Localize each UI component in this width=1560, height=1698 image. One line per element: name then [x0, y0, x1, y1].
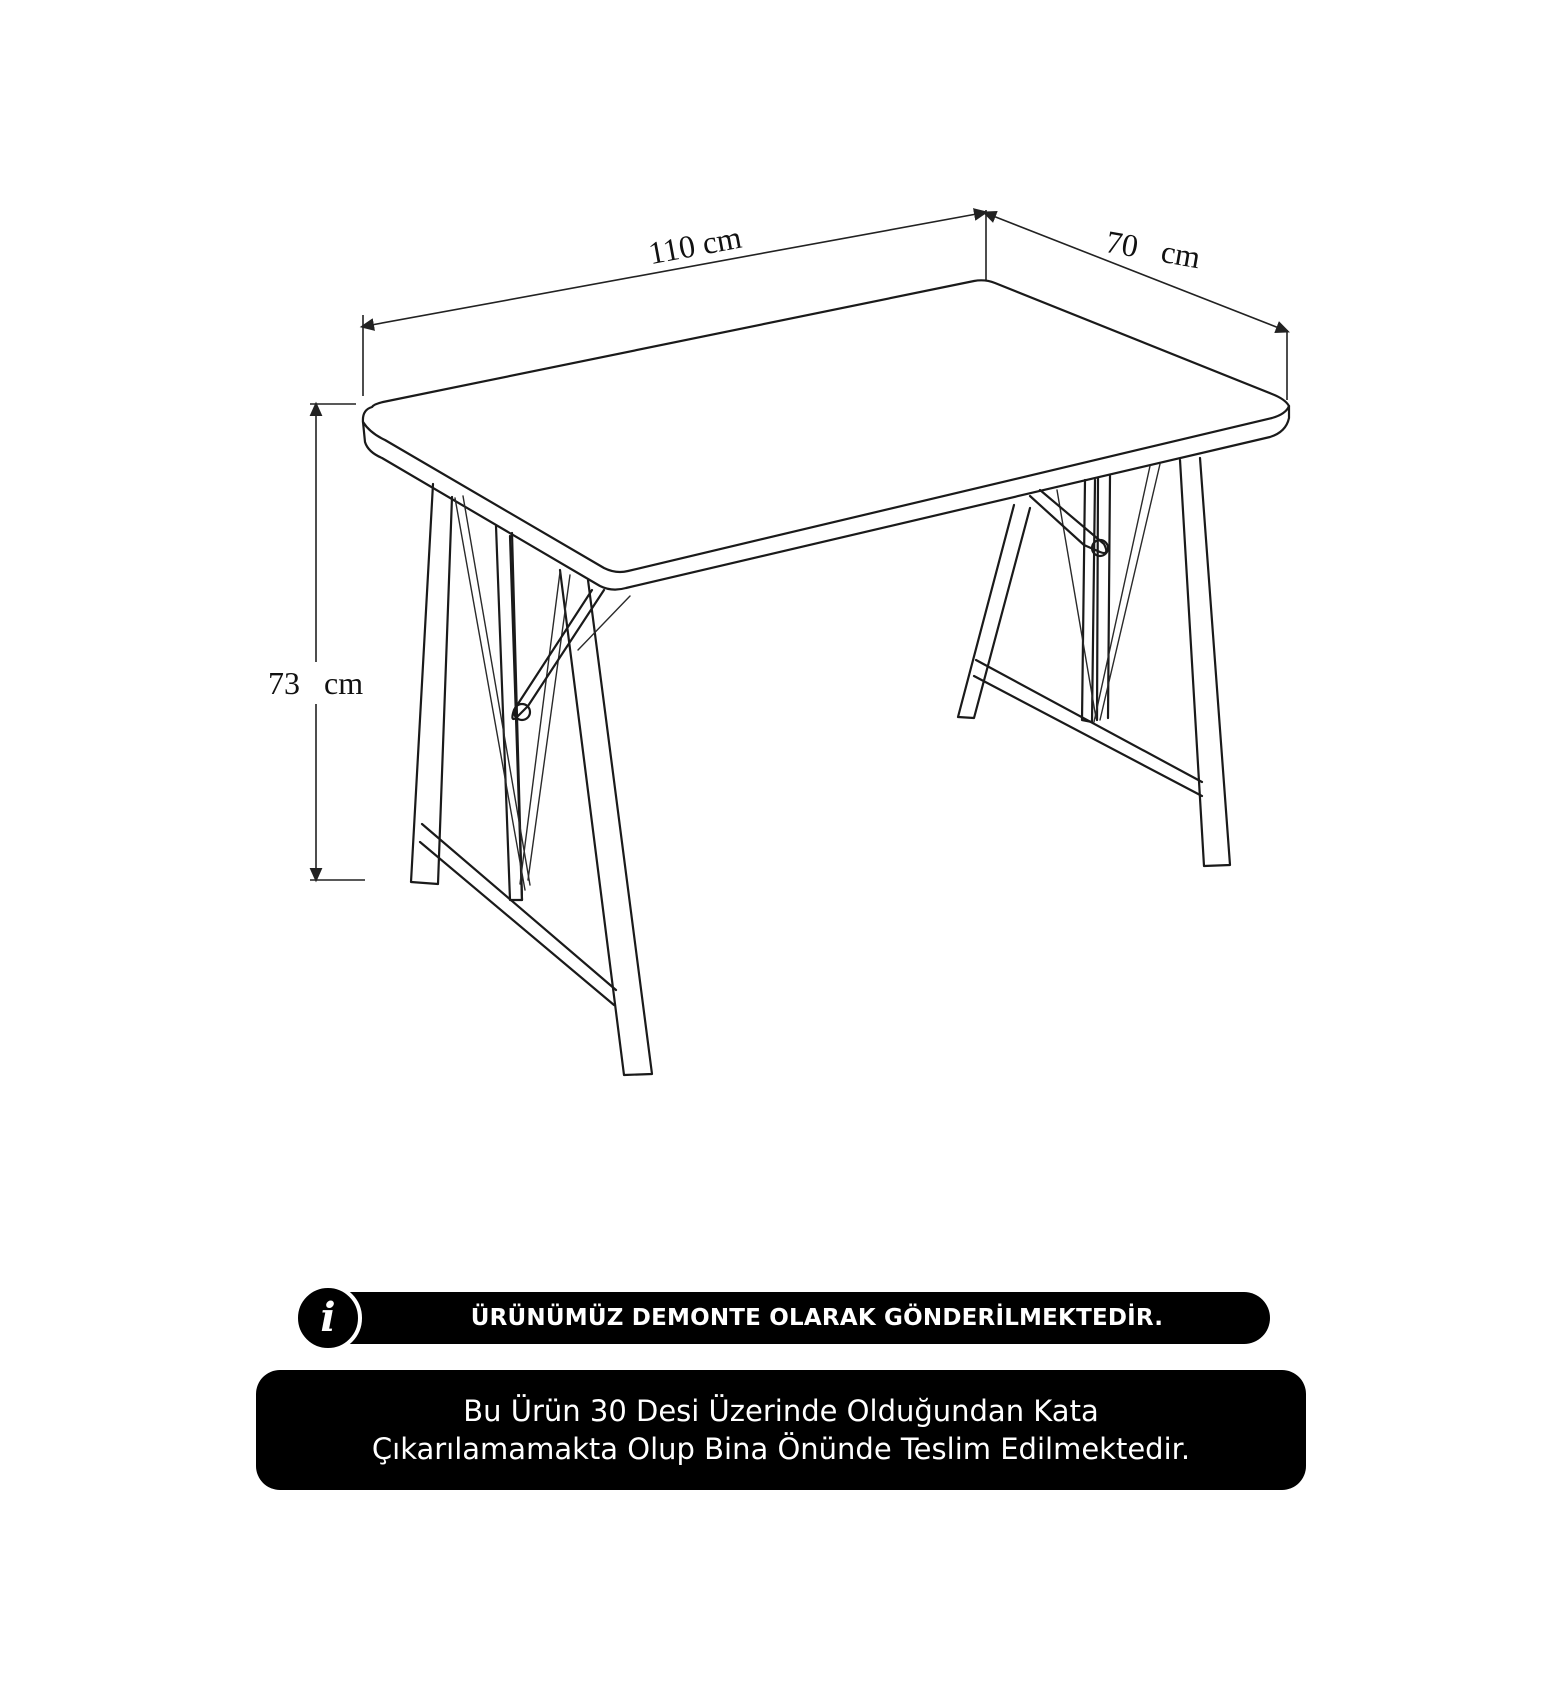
delivery-notice [256, 1370, 1306, 1490]
delivery-notice-line-2: Çıkarılamamakta Olup Bina Önünde Teslim Edilmektedir. [371, 1432, 1191, 1466]
delivery-notice-line-1: Bu Ürün 30 Desi Üzerinde Olduğundan Kata [463, 1394, 1099, 1428]
height-label: 73 cm [268, 665, 364, 701]
table-top [363, 280, 1289, 589]
width-dimension [363, 210, 986, 396]
info-icon [294, 1284, 362, 1352]
disassembled-info-banner [294, 1290, 1268, 1346]
height-dimension [268, 404, 365, 880]
width-label: 110 cm [645, 218, 745, 272]
depth-dimension [988, 214, 1287, 400]
right-trestle-leg [958, 458, 1230, 866]
depth-label: 70 cm [1103, 223, 1204, 276]
info-icon-glyph: i [320, 1294, 336, 1341]
info-banner-text: ÜRÜNÜMÜZ DEMONTE OLARAK GÖNDERİLMEKTEDİR. [470, 1305, 1164, 1331]
info-banner-pill [324, 1292, 1270, 1344]
